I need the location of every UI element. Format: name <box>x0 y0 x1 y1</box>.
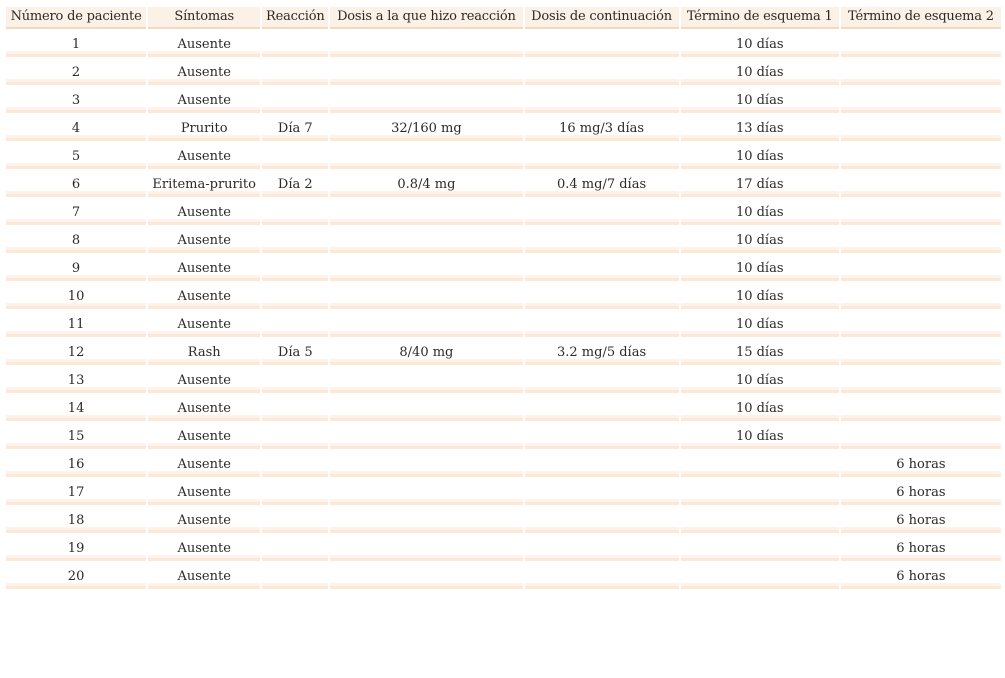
cell-reaction-dose <box>330 508 522 533</box>
cell-patient-number: 2 <box>6 60 146 85</box>
cell-reaction-dose <box>330 256 522 281</box>
cell-patient-number: 15 <box>6 424 146 449</box>
cell-reaction-dose <box>330 536 522 561</box>
cell-reaction-dose <box>330 312 522 337</box>
cell-scheme-2-end <box>841 396 1001 421</box>
cell-scheme-2-end: 6 horas <box>841 452 1001 477</box>
cell-patient-number: 7 <box>6 200 146 225</box>
cell-scheme-2-end: 6 horas <box>841 508 1001 533</box>
cell-reaction-dose <box>330 32 522 57</box>
cell-patient-number: 5 <box>6 144 146 169</box>
cell-reaction <box>262 60 328 85</box>
cell-scheme-1-end: 10 días <box>681 312 839 337</box>
table-row <box>6 340 1001 365</box>
table-row <box>6 284 1001 309</box>
cell-symptoms: Ausente <box>148 564 260 589</box>
cell-scheme-2-end: 6 horas <box>841 564 1001 589</box>
cell-reaction: Día 2 <box>262 172 328 197</box>
header-scheme-1-end: Término de esquema 1 <box>681 7 839 29</box>
cell-patient-number: 12 <box>6 340 146 365</box>
cell-scheme-1-end: 10 días <box>681 88 839 113</box>
cell-symptoms: Eritema-prurito <box>148 172 260 197</box>
cell-scheme-1-end: 13 días <box>681 116 839 141</box>
cell-reaction-dose <box>330 144 522 169</box>
table-row <box>6 32 1001 57</box>
cell-reaction <box>262 284 328 309</box>
table-row <box>6 200 1001 225</box>
cell-scheme-2-end <box>841 32 1001 57</box>
cell-continuation-dose: 16 mg/3 días <box>525 116 679 141</box>
cell-continuation-dose <box>525 256 679 281</box>
cell-scheme-1-end: 10 días <box>681 144 839 169</box>
cell-scheme-2-end <box>841 424 1001 449</box>
cell-patient-number: 17 <box>6 480 146 505</box>
cell-scheme-2-end: 6 horas <box>841 480 1001 505</box>
cell-patient-number: 8 <box>6 228 146 253</box>
cell-symptoms: Ausente <box>148 536 260 561</box>
table-row <box>6 116 1001 141</box>
cell-patient-number: 3 <box>6 88 146 113</box>
cell-scheme-1-end: 10 días <box>681 32 839 57</box>
cell-reaction: Día 5 <box>262 340 328 365</box>
header-continuation-dose: Dosis de continuación <box>525 7 679 29</box>
cell-scheme-2-end <box>841 368 1001 393</box>
cell-symptoms: Ausente <box>148 228 260 253</box>
table-row <box>6 480 1001 505</box>
cell-patient-number: 20 <box>6 564 146 589</box>
cell-patient-number: 14 <box>6 396 146 421</box>
cell-reaction-dose: 32/160 mg <box>330 116 522 141</box>
cell-scheme-1-end: 10 días <box>681 228 839 253</box>
cell-reaction: Día 7 <box>262 116 328 141</box>
header-scheme-2-end: Término de esquema 2 <box>841 7 1001 29</box>
cell-reaction <box>262 228 328 253</box>
table-row <box>6 508 1001 533</box>
cell-continuation-dose <box>525 228 679 253</box>
table-row <box>6 88 1001 113</box>
cell-patient-number: 10 <box>6 284 146 309</box>
cell-symptoms: Ausente <box>148 424 260 449</box>
cell-reaction <box>262 144 328 169</box>
cell-continuation-dose <box>525 424 679 449</box>
cell-scheme-2-end <box>841 312 1001 337</box>
cell-continuation-dose <box>525 88 679 113</box>
cell-continuation-dose <box>525 396 679 421</box>
cell-reaction <box>262 256 328 281</box>
cell-reaction <box>262 536 328 561</box>
cell-continuation-dose <box>525 536 679 561</box>
cell-reaction <box>262 424 328 449</box>
cell-scheme-1-end: 10 días <box>681 200 839 225</box>
cell-scheme-1-end: 10 días <box>681 60 839 85</box>
cell-patient-number: 4 <box>6 116 146 141</box>
header-reaction-dose: Dosis a la que hizo reacción <box>330 7 522 29</box>
cell-scheme-1-end: 10 días <box>681 424 839 449</box>
cell-scheme-1-end <box>681 480 839 505</box>
table-row <box>6 256 1001 281</box>
cell-symptoms: Ausente <box>148 256 260 281</box>
cell-symptoms: Rash <box>148 340 260 365</box>
cell-reaction <box>262 32 328 57</box>
cell-symptoms: Ausente <box>148 368 260 393</box>
cell-symptoms: Ausente <box>148 32 260 57</box>
cell-scheme-2-end: 6 horas <box>841 536 1001 561</box>
cell-reaction <box>262 200 328 225</box>
table-row <box>6 536 1001 561</box>
cell-reaction-dose <box>330 200 522 225</box>
cell-symptoms: Ausente <box>148 312 260 337</box>
cell-patient-number: 16 <box>6 452 146 477</box>
cell-reaction <box>262 452 328 477</box>
cell-scheme-1-end: 15 días <box>681 340 839 365</box>
cell-symptoms: Ausente <box>148 508 260 533</box>
cell-symptoms: Ausente <box>148 396 260 421</box>
cell-reaction-dose <box>330 228 522 253</box>
cell-scheme-1-end: 10 días <box>681 256 839 281</box>
cell-scheme-1-end: 10 días <box>681 284 839 309</box>
cell-patient-number: 13 <box>6 368 146 393</box>
cell-scheme-1-end: 10 días <box>681 396 839 421</box>
cell-scheme-2-end <box>841 256 1001 281</box>
cell-reaction-dose <box>330 60 522 85</box>
cell-patient-number: 6 <box>6 172 146 197</box>
cell-patient-number: 18 <box>6 508 146 533</box>
cell-symptoms: Ausente <box>148 200 260 225</box>
cell-patient-number: 1 <box>6 32 146 57</box>
cell-scheme-1-end <box>681 536 839 561</box>
header-row <box>6 7 1001 29</box>
cell-continuation-dose <box>525 200 679 225</box>
cell-continuation-dose <box>525 32 679 57</box>
table-row <box>6 312 1001 337</box>
cell-continuation-dose: 3.2 mg/5 días <box>525 340 679 365</box>
cell-reaction-dose <box>330 452 522 477</box>
cell-scheme-1-end <box>681 564 839 589</box>
cell-reaction <box>262 88 328 113</box>
cell-continuation-dose <box>525 564 679 589</box>
table-row <box>6 564 1001 589</box>
cell-reaction-dose <box>330 424 522 449</box>
table-row <box>6 172 1001 197</box>
cell-scheme-2-end <box>841 144 1001 169</box>
cell-symptoms: Ausente <box>148 452 260 477</box>
cell-reaction-dose <box>330 396 522 421</box>
table-row <box>6 144 1001 169</box>
table-row <box>6 60 1001 85</box>
table-body <box>6 32 1001 589</box>
cell-symptoms: Ausente <box>148 144 260 169</box>
table-row <box>6 228 1001 253</box>
cell-continuation-dose <box>525 60 679 85</box>
cell-symptoms: Ausente <box>148 480 260 505</box>
cell-symptoms: Ausente <box>148 284 260 309</box>
cell-scheme-2-end <box>841 116 1001 141</box>
cell-scheme-1-end: 10 días <box>681 368 839 393</box>
cell-continuation-dose <box>525 508 679 533</box>
table-row <box>6 452 1001 477</box>
cell-reaction-dose <box>330 564 522 589</box>
cell-reaction-dose <box>330 88 522 113</box>
cell-continuation-dose <box>525 452 679 477</box>
cell-continuation-dose <box>525 480 679 505</box>
cell-symptoms: Prurito <box>148 116 260 141</box>
header-reaction: Reacción <box>262 7 328 29</box>
cell-reaction <box>262 396 328 421</box>
cell-continuation-dose <box>525 284 679 309</box>
cell-continuation-dose <box>525 368 679 393</box>
cell-scheme-2-end <box>841 340 1001 365</box>
cell-scheme-2-end <box>841 200 1001 225</box>
cell-scheme-1-end <box>681 508 839 533</box>
patient-table <box>4 4 1003 592</box>
table-row <box>6 396 1001 421</box>
header-patient-number: Número de paciente <box>6 7 146 29</box>
cell-patient-number: 9 <box>6 256 146 281</box>
cell-reaction-dose <box>330 284 522 309</box>
cell-scheme-1-end <box>681 452 839 477</box>
cell-continuation-dose <box>525 144 679 169</box>
cell-reaction <box>262 368 328 393</box>
cell-symptoms: Ausente <box>148 60 260 85</box>
cell-reaction-dose: 0.8/4 mg <box>330 172 522 197</box>
cell-scheme-2-end <box>841 60 1001 85</box>
cell-scheme-2-end <box>841 88 1001 113</box>
cell-continuation-dose: 0.4 mg/7 días <box>525 172 679 197</box>
table-header <box>6 7 1001 29</box>
cell-scheme-1-end: 17 días <box>681 172 839 197</box>
cell-scheme-2-end <box>841 228 1001 253</box>
cell-reaction <box>262 480 328 505</box>
cell-reaction-dose: 8/40 mg <box>330 340 522 365</box>
cell-reaction <box>262 312 328 337</box>
cell-patient-number: 19 <box>6 536 146 561</box>
cell-continuation-dose <box>525 312 679 337</box>
table-row <box>6 368 1001 393</box>
cell-reaction <box>262 564 328 589</box>
cell-scheme-2-end <box>841 172 1001 197</box>
cell-patient-number: 11 <box>6 312 146 337</box>
cell-symptoms: Ausente <box>148 88 260 113</box>
header-symptoms: Síntomas <box>148 7 260 29</box>
cell-reaction <box>262 508 328 533</box>
cell-reaction-dose <box>330 480 522 505</box>
cell-reaction-dose <box>330 368 522 393</box>
table-row <box>6 424 1001 449</box>
cell-scheme-2-end <box>841 284 1001 309</box>
